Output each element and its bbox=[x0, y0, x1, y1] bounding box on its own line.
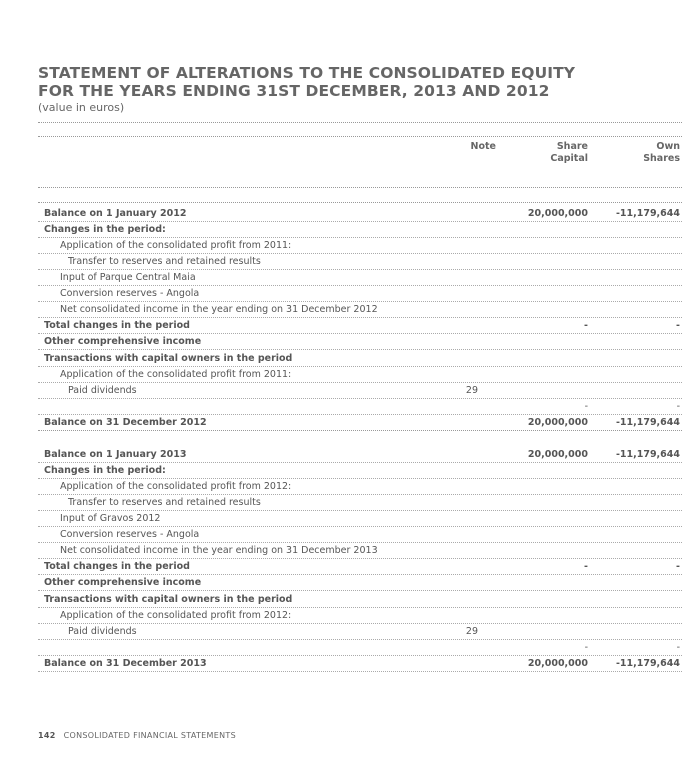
row-label: Total changes in the period bbox=[44, 561, 190, 572]
table-row bbox=[38, 382, 683, 399]
table-row bbox=[38, 478, 683, 495]
page-subtitle: (value in euros) bbox=[38, 101, 125, 114]
table-row bbox=[38, 333, 683, 350]
table-row bbox=[38, 494, 683, 511]
row-label: Application of the consolidated profit from 2011: bbox=[60, 240, 292, 251]
row-label: Transactions with capital owners in the period bbox=[44, 353, 293, 364]
divider bbox=[38, 187, 683, 188]
row-own-shares: -11,179,644 bbox=[615, 658, 680, 669]
row-label: Net consolidated income in the year ending on 31 December 2013 bbox=[60, 545, 378, 556]
table-row bbox=[38, 542, 683, 559]
divider bbox=[38, 202, 683, 203]
table-row bbox=[38, 398, 683, 415]
row-label: Changes in the period: bbox=[44, 224, 166, 235]
row-share-capital: - bbox=[584, 642, 588, 653]
row-label: Conversion reserves - Angola bbox=[60, 529, 200, 540]
row-own-shares: - bbox=[676, 642, 680, 653]
row-label: Other comprehensive income bbox=[44, 336, 202, 347]
table-row bbox=[38, 237, 683, 254]
row-share-capital: 20,000,000 bbox=[527, 208, 588, 219]
row-label: Transactions with capital owners in the period bbox=[44, 594, 293, 605]
title-line-1: STATEMENT OF ALTERATIONS TO THE CONSOLIDATED EQUITY bbox=[38, 64, 576, 82]
table-row bbox=[38, 591, 683, 608]
table-row bbox=[38, 623, 683, 640]
table-row bbox=[38, 366, 683, 383]
row-label: Balance on 31 December 2013 bbox=[44, 658, 207, 669]
table-row bbox=[38, 414, 683, 431]
row-share-capital: - bbox=[584, 561, 588, 572]
table-row bbox=[38, 446, 683, 463]
table-row bbox=[38, 253, 683, 270]
row-label: Application of the consolidated profit from 2012: bbox=[60, 481, 292, 492]
column-header-note-text: Note bbox=[470, 141, 496, 152]
table-row bbox=[38, 317, 683, 334]
row-label: Transfer to reserves and retained results bbox=[68, 497, 261, 508]
table-row bbox=[38, 462, 683, 479]
table-row bbox=[38, 639, 683, 656]
table-row bbox=[38, 526, 683, 543]
row-label: Application of the consolidated profit from 2012: bbox=[60, 610, 292, 621]
table-row bbox=[38, 350, 683, 367]
row-label: Conversion reserves - Angola bbox=[60, 288, 200, 299]
column-header-own-shares bbox=[600, 141, 680, 165]
table-row bbox=[38, 269, 683, 286]
row-share-capital: 20,000,000 bbox=[527, 417, 588, 428]
title-line-2: FOR THE YEARS ENDING 31ST DECEMBER, 2013 AND 2012 bbox=[38, 82, 550, 100]
row-own-shares: -11,179,644 bbox=[615, 208, 680, 219]
column-header-share-line1: Share bbox=[556, 141, 588, 152]
table-row bbox=[38, 558, 683, 575]
row-note: 29 bbox=[465, 385, 478, 396]
row-own-shares: -11,179,644 bbox=[615, 417, 680, 428]
table-row bbox=[38, 285, 683, 302]
table-row bbox=[38, 301, 683, 318]
column-header-own-line2: Shares bbox=[643, 153, 680, 164]
column-header-share-line2: Capital bbox=[550, 153, 588, 164]
table-row bbox=[38, 205, 683, 222]
row-own-shares: - bbox=[676, 401, 680, 412]
table-row bbox=[38, 655, 683, 672]
row-label: Balance on 1 January 2013 bbox=[44, 449, 187, 460]
row-label: Paid dividends bbox=[68, 385, 137, 396]
divider bbox=[38, 122, 683, 123]
page-title bbox=[38, 64, 658, 100]
table-row bbox=[38, 510, 683, 527]
table-row bbox=[38, 574, 683, 591]
page-number: 142 bbox=[38, 731, 56, 740]
row-label: Other comprehensive income bbox=[44, 577, 202, 588]
row-label: Balance on 1 January 2012 bbox=[44, 208, 187, 219]
page-footer bbox=[38, 731, 236, 740]
column-header-note bbox=[440, 141, 496, 153]
row-label: Balance on 31 December 2012 bbox=[44, 417, 207, 428]
row-note: 29 bbox=[465, 626, 478, 637]
row-own-shares: -11,179,644 bbox=[615, 449, 680, 460]
row-label: Transfer to reserves and retained results bbox=[68, 256, 261, 267]
row-own-shares: - bbox=[676, 561, 680, 572]
row-label: Changes in the period: bbox=[44, 465, 166, 476]
row-share-capital: 20,000,000 bbox=[527, 449, 588, 460]
row-label: Paid dividends bbox=[68, 626, 137, 637]
row-label: Input of Gravos 2012 bbox=[60, 513, 161, 524]
row-share-capital: - bbox=[584, 320, 588, 331]
row-label: Input of Parque Central Maia bbox=[60, 272, 196, 283]
row-share-capital: 20,000,000 bbox=[527, 658, 588, 669]
footer-section: CONSOLIDATED FINANCIAL STATEMENTS bbox=[63, 731, 236, 740]
row-own-shares: - bbox=[676, 320, 680, 331]
column-header-share-capital bbox=[510, 141, 588, 165]
divider bbox=[38, 136, 683, 137]
column-header-own-line1: Own bbox=[656, 141, 680, 152]
table-row bbox=[38, 221, 683, 238]
row-label: Application of the consolidated profit from 2011: bbox=[60, 369, 292, 380]
divider bbox=[38, 430, 683, 431]
row-label: Total changes in the period bbox=[44, 320, 190, 331]
row-share-capital: - bbox=[584, 401, 588, 412]
table-row bbox=[38, 607, 683, 624]
row-label: Net consolidated income in the year ending on 31 December 2012 bbox=[60, 304, 378, 315]
